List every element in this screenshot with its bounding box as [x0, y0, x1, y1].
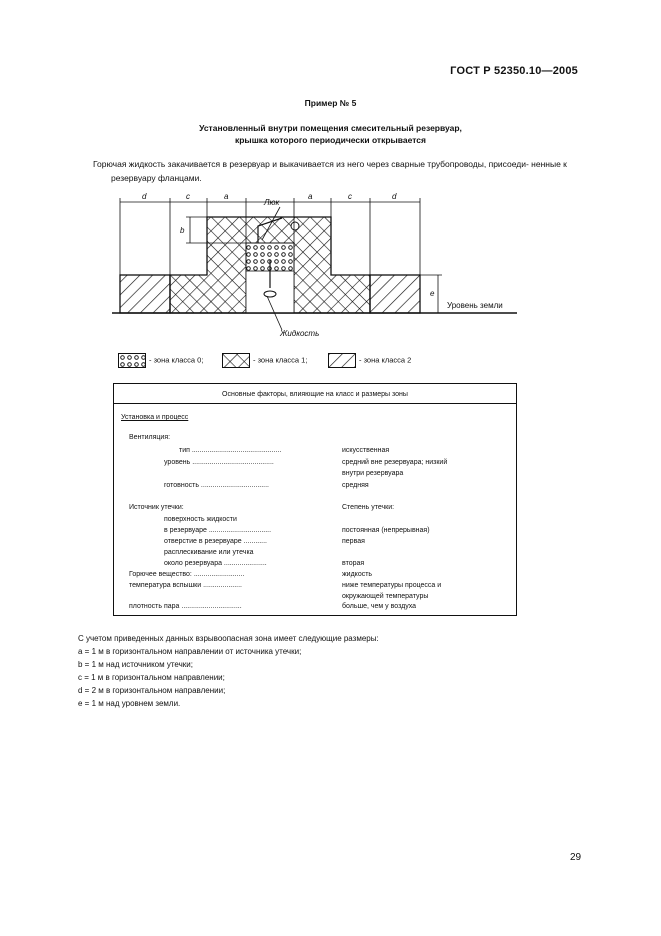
zone1-swatch	[222, 353, 250, 368]
source1-line2: в резервуаре ................................	[164, 527, 272, 534]
dim-a-right: a	[308, 192, 313, 201]
dim-b: b	[180, 226, 185, 235]
source3-line2: около резервуара ......................	[164, 560, 267, 567]
dimension-c: c = 1 м в горизонтальном направлении;	[78, 673, 225, 682]
level-value-2: внутри резервуара	[342, 470, 404, 477]
hazard-zone-diagram	[112, 188, 532, 343]
source3-value: вторая	[342, 560, 365, 567]
density-label: плотность пара ...............................	[129, 603, 242, 610]
dim-d-left: d	[142, 192, 147, 201]
dim-a-left: a	[224, 192, 229, 201]
source2-value: первая	[342, 538, 365, 545]
substance-label: Горючее вещество: ..........................	[129, 571, 245, 578]
source1-value: постоянная (непрерывная)	[342, 527, 430, 534]
legend-zone1: - зона класса 1;	[253, 355, 308, 365]
page-number: 29	[570, 852, 582, 863]
label-liquid: Жидкость	[280, 329, 320, 338]
availability-value: средняя	[342, 482, 369, 489]
sources-heading: Источник утечки:	[129, 504, 184, 511]
type-label: тип ..............................................	[179, 447, 282, 454]
substance-value: жидкость	[342, 571, 373, 578]
zone2-right	[370, 275, 420, 313]
type-value: искусственная	[342, 447, 390, 454]
conclusion	[78, 632, 379, 710]
level-value-1: средний вне резервуара; низкий	[342, 459, 448, 466]
source3-line1: расплескивание или утечка	[164, 549, 254, 556]
intro-paragraph: Горючая жидкость закачивается в резервуар и выкачивается из него через сварные трубопроводы, присоеди- ненные к резервуару фланцами.	[93, 159, 567, 183]
dim-c-left: c	[186, 192, 190, 201]
grade-heading: Степень утечки:	[342, 504, 395, 511]
level-label: уровень ..........................................	[164, 459, 274, 466]
dimension-e: e = 1 м над уровнем земли.	[78, 699, 181, 708]
source2: отверстие в резервуаре ............	[164, 538, 267, 545]
density-value: больше, чем у воздуха	[342, 603, 417, 610]
source1-line1: поверхность жидкости	[164, 516, 237, 523]
section-heading: Установка и процесс	[121, 414, 189, 421]
table-title: Основные факторы, влияющие на класс и размеры зоны	[222, 391, 408, 398]
example-title: Пример № 5	[304, 98, 357, 108]
legend-zone2: - зона класса 2	[359, 355, 412, 365]
ventilation-heading: Вентиляция:	[129, 434, 171, 441]
zone2-swatch	[328, 353, 356, 368]
subtitle-line-1: Установленный внутри помещения смесительный резервуар,	[199, 123, 462, 133]
dimension-b: b = 1 м над источником утечки;	[78, 660, 193, 669]
subtitle-line-2: крышка которого периодически открывается	[234, 135, 426, 145]
label-hatch: Люк	[264, 198, 280, 207]
dimension-a: a = 1 м в горизонтальном направлении от источника утечки;	[78, 647, 302, 656]
availability-label: готовность ...................................	[164, 482, 270, 489]
label-ground: Уровень земли	[447, 301, 503, 310]
document-header: ГОСТ Р 52350.10—2005	[450, 65, 578, 77]
dim-d-right: d	[392, 192, 397, 201]
dim-c-right: c	[348, 192, 352, 201]
zone2-left	[120, 275, 170, 313]
dimension-d: d = 2 м в горизонтальном направлении;	[78, 686, 226, 695]
legend-zone0: - зона класса 0;	[149, 355, 204, 365]
flash-value-1: ниже температуры процесса и	[342, 582, 442, 589]
dim-e: e	[430, 289, 435, 298]
flash-label: температура вспышки ....................	[129, 582, 242, 589]
zone0-swatch	[118, 353, 146, 368]
factors-table	[113, 383, 517, 616]
flash-value-2: окружающей температуры	[342, 593, 429, 600]
conclusion-intro: С учетом приведенных данных взрывоопасная зона имеет следующие размеры:	[78, 634, 379, 643]
